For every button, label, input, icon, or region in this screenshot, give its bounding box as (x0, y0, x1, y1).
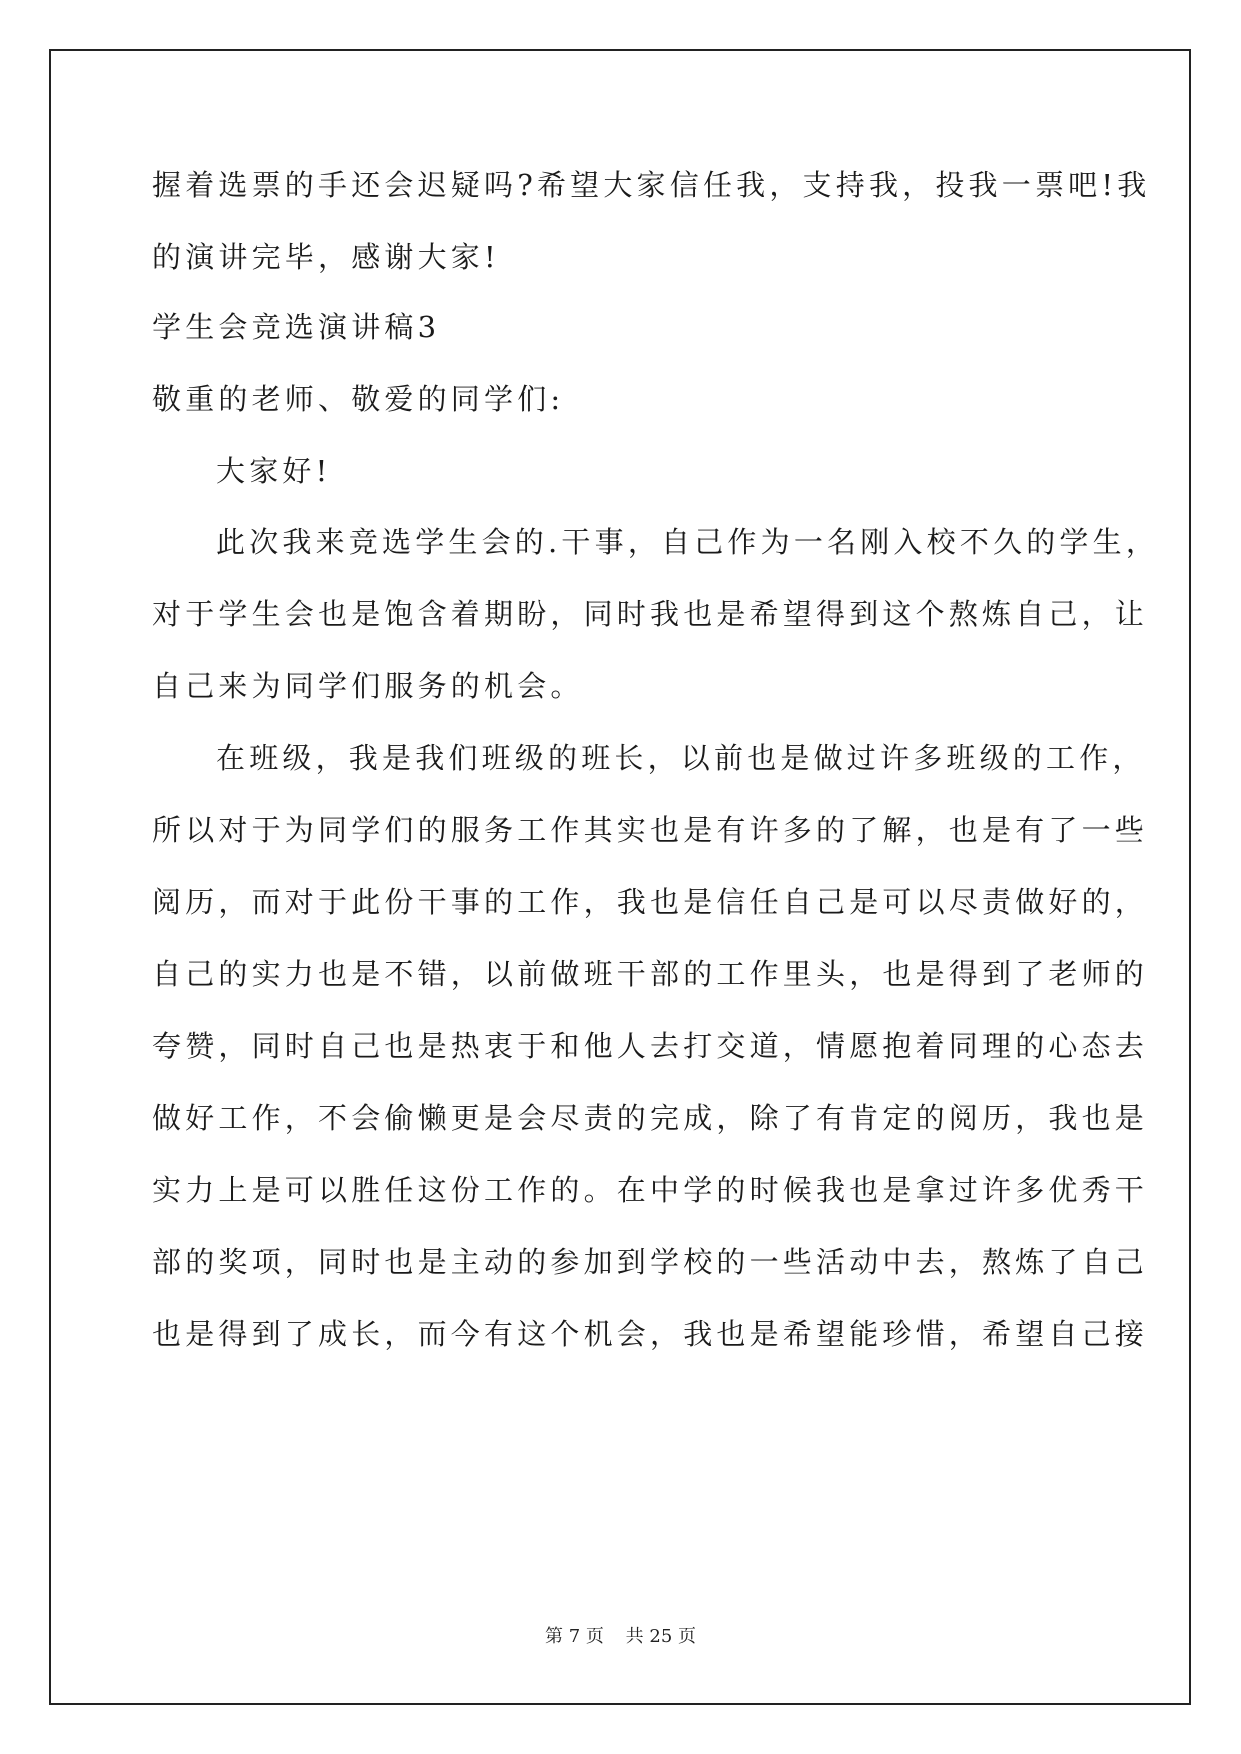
text-line: 做好工作，不会偷懒更是会尽责的完成，除了有肯定的阅历，我也是 (152, 1101, 1149, 1135)
text-line: 在班级，我是我们班级的班长，以前也是做过许多班级的工作， (216, 741, 1146, 775)
text-line: 所以对于为同学们的服务工作其实也是有许多的了解，也是有了一些 (152, 813, 1149, 847)
page-number: 第 7 页 (545, 1626, 604, 1647)
text-line: 握着选票的手还会迟疑吗?希望大家信任我，支持我，投我一票吧!我 (152, 168, 1151, 202)
greeting: 大家好! (216, 454, 332, 488)
text-line: 对于学生会也是饱含着期盼，同时我也是希望得到这个熬炼自己，让 (152, 597, 1149, 631)
text-line: 的演讲完毕，感谢大家! (152, 240, 500, 274)
text-line: 自己的实力也是不错，以前做班干部的工作里头，也是得到了老师的 (152, 957, 1149, 991)
text-line: 自己来为同学们服务的机会。 (152, 669, 584, 703)
text-line: 部的奖项，同时也是主动的参加到学校的一些活动中去，熬炼了自己 (152, 1245, 1149, 1279)
text-line: 阅历，而对于此份干事的工作，我也是信任自己是可以尽责做好的， (152, 885, 1149, 919)
text-line: 实力上是可以胜任这份工作的。在中学的时候我也是拿过许多优秀干 (152, 1173, 1149, 1207)
text-line: 此次我来竞选学生会的.干事，自己作为一名刚入校不久的学生， (216, 525, 1160, 559)
page-footer (0, 1622, 1241, 1648)
text-line: 也是得到了成长，而今有这个机会，我也是希望能珍惜，希望自己接 (152, 1317, 1149, 1351)
section-heading: 学生会竞选演讲稿3 (152, 310, 441, 344)
text-line: 夸赞，同时自己也是热衷于和他人去打交道，情愿抱着同理的心态去 (152, 1029, 1149, 1063)
salutation: 敬重的老师、敬爱的同学们: (152, 382, 565, 416)
page-total: 共 25 页 (625, 1626, 696, 1647)
